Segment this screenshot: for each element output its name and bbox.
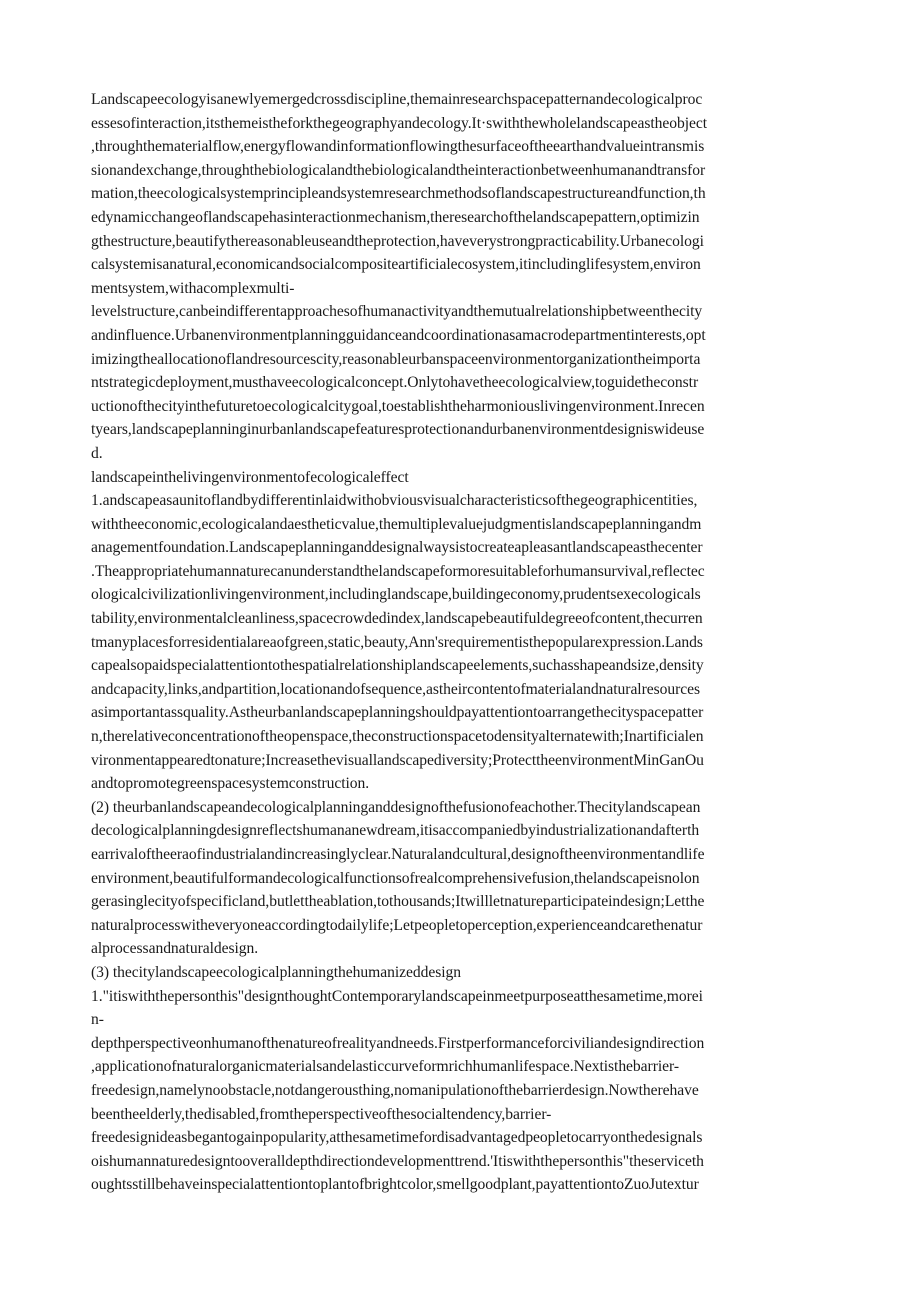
text-line: landscapeinthelivingenvironmentofecologicaleffect: [91, 468, 409, 486]
text-line: d.: [91, 444, 103, 462]
text-line: earrivaloftheeraofindustrialandincreasinglyclear.Naturalandcultural,designoftheenvironmentandlife: [91, 846, 705, 863]
text-line: tability,environmentalcleanliness,spacecrowdedindex,landscapebeautifuldegreeofcontent,thecurren: [91, 610, 703, 628]
text-line: 1."itiswiththepersonthis"designthoughtContemporarylandscapeinmeetpurposeatthesametime,morei: [91, 987, 703, 1005]
text-line: (3) thecitylandscapeecologicalplanningthehumanizeddesign: [91, 963, 462, 981]
text-line: decologicalplanningdesignreflectshumananewdream,itisaccompaniedbyindustrializationandafterth: [91, 822, 700, 840]
text-line: n-: [91, 1011, 104, 1029]
text-line: imizingtheallocationoflandresourcescity,reasonableurbanspaceenvironmentorganizationtheimporta: [91, 350, 701, 368]
text-line: oughtsstillbehaveinspecialattentiontoplantofbrightcolor,smellgoodplant,payattentiontoZuoJutextur: [91, 1176, 699, 1194]
text-line: naturalprocesswitheveryoneaccordingtodailylife;Letpeopletoperception,experienceandcarethenatur: [91, 916, 703, 934]
text-line: .Theappropriatehumannaturecanunderstandthelandscapeformoresuitableforhumansurvival,reflectec: [91, 562, 705, 580]
text-line: alprocessandnaturaldesign.: [91, 940, 259, 958]
text-line: sionandexchange,throughthebiologicalandthebiologicalandtheinteractionbetweenhumanandtransfor: [91, 161, 706, 179]
text-line: (2) theurbanlandscapeandecologicalplanninganddesignofthefusionofeachother.Thecitylandscapean: [91, 798, 701, 816]
text-line: vironmentappearedtonature;Increasethevisuallandscapediversity;ProtecttheenvironmentMinGanOu: [91, 751, 704, 769]
text-line: ,throughthematerialflow,energyflowandinformationflowingthesurfaceoftheearthandvalueintransmis: [91, 138, 705, 156]
text-line: withtheeconomic,ecologicalandaestheticvalue,themultiplevaluejudgmentislandscapeplanningandm: [91, 515, 702, 533]
text-line: andtopromotegreenspacesystemconstruction.: [91, 775, 370, 793]
text-line: gerasinglecityofspecificland,butlettheablation,tothousands;Itwillletnatureparticipateindesign;Letthe: [91, 893, 705, 911]
text-line: ologicalcivilizationlivingenvironment,includinglandscape,buildingeconomy,prudentsexecologicals: [91, 586, 701, 604]
text-line: oishumannaturedesigntooveralldepthdirectiondevelopmenttrend.'Itiswiththepersonthis"theserviceth: [91, 1152, 704, 1170]
text-line: capealsopaidspecialattentiontothespatialrelationshiplandscapeelements,suchasshapeandsize,density: [91, 657, 704, 675]
text-line: 1.andscapeasaunitoflandbydifferentinlaidwithobviousvisualcharacteristicsofthegeographicentities,: [91, 492, 698, 510]
text-line: mentsystem,withacomplexmulti-: [91, 279, 295, 297]
text-line: levelstructure,canbeindifferentapproachesofhumanactivityandthemutualrelationshipbetweenthecity: [91, 303, 703, 321]
text-line: edynamicchangeoflandscapehasinteractionmechanism,theresearchofthelandscapepattern,optimizin: [91, 208, 700, 226]
text-line: environment,beautifulformandecologicalfunctionsofrealcomprehensivefusion,thelandscapeisnolon: [91, 869, 700, 887]
text-line: depthperspectiveonhumanofthenatureofrealityandneeds.Firstperformanceforciviliandesigndirection: [91, 1034, 705, 1052]
text-line: tmanyplacesforresidentialareaofgreen,static,beauty,Ann'srequirementisthepopularexpression.Lands: [91, 633, 703, 651]
text-line: uctionofthecityinthefuturetoecologicalcitygoal,toestablishtheharmoniouslivingenvironment.Inrecen: [91, 397, 705, 415]
text-line: gthestructure,beautifythereasonableuseandtheprotection,haveverystrongpracticability.Urbanecologi: [91, 232, 704, 250]
text-line: freedesignideasbegantogainpopularity,atthesametimefordisadvantagedpeopletocarryonthedesignals: [91, 1129, 703, 1147]
text-line: calsystemisanatural,economicandsocialcompositeartificialecosystem,itincludinglifesystem,environ: [91, 256, 701, 274]
text-line: ,applicationofnaturalorganicmaterialsandelasticcurveformrichhumanlifespace.Nextisthebarrier-: [91, 1058, 679, 1076]
text-line: tyears,landscapeplanninginurbanlandscapefeaturesprotectionandurbanenvironmentdesigniswideuse: [91, 421, 705, 439]
text-line: Landscapeecologyisanewlyemergedcrossdiscipline,themainresearchspacepatternandecologicalproc: [91, 91, 703, 108]
text-line: beentheelderly,thedisabled,fromtheperspectiveofthesocialtendency,barrier-: [91, 1105, 552, 1123]
text-line: freedesign,namelynoobstacle,notdangerousthing,nomanipulationofthebarrierdesign.Nowtherehave: [91, 1081, 699, 1099]
text-line: anagementfoundation.Landscapeplanninganddesignalwaysistocreateapleasantlandscapeasthecenter: [91, 539, 703, 557]
text-line: andinfluence.Urbanenvironmentplanningguidanceandcoordinationasamacrodepartmentinterests,opt: [91, 326, 706, 344]
text-line: essesofinteraction,itsthemeistheforkthegeographyandecology.It·swiththewholelandscapeastheobject: [91, 114, 708, 132]
text-line: asimportantassquality.Astheurbanlandscapeplanningshouldpayattentiontoarrangethecityspacepatter: [91, 704, 704, 722]
text-line: mation,theecologicalsystemprincipleandsystemresearchmethodsoflandscapestructureandfunction,th: [91, 185, 706, 203]
text-line: andcapacity,links,andpartition,locationandofsequence,astheircontentofmaterialandnaturalresources: [91, 680, 701, 698]
text-line: n,therelativeconcentrationoftheopenspace,theconstructionspacetodensityalternatewith;Inartificialen: [91, 728, 704, 746]
body-text: [91, 88, 831, 1197]
text-line: ntstrategicdeployment,musthaveecologicalconcept.Onlytohavetheecologicalview,toguidetheconstr: [91, 374, 699, 392]
